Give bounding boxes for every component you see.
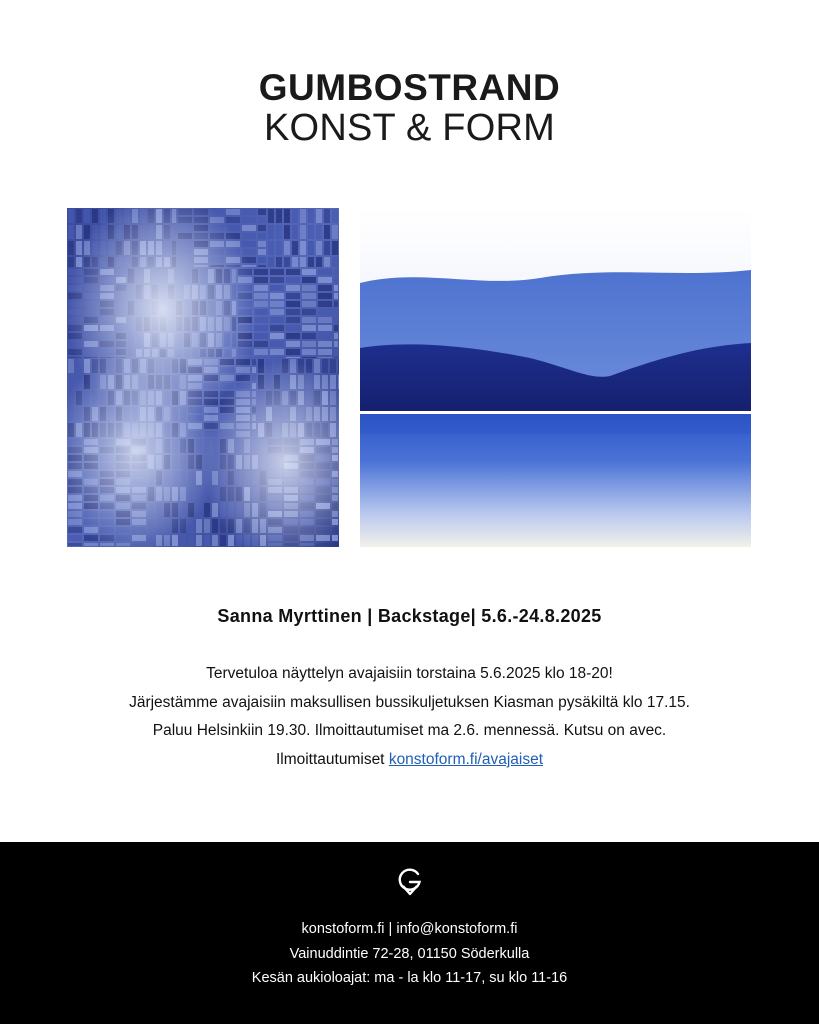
invitation-text (0, 660, 819, 774)
footer-contact: konstoform.fi | info@konstoform.fi (301, 921, 518, 937)
registration-prefix: Ilmoittautumiset (275, 750, 389, 768)
logo-line-gumbostrand: GUMBOSTRAND (258, 67, 561, 108)
exhibition-headline: Sanna Myrttinen | Backstage| 5.6.-24.8.2025 (217, 606, 602, 626)
logo-line-konst-form: KONST & FORM (264, 107, 555, 149)
woven-blue-pattern-artwork (67, 208, 339, 547)
footer-hours: Kesän aukioloajat: ma - la klo 11-17, su klo 11-16 (251, 970, 568, 986)
footer (0, 842, 819, 1024)
footer-address: Vainuddintie 72-28, 01150 Söderkulla (289, 945, 530, 962)
invitation-line: Paluu Helsinkiin 19.30. Ilmoittautumiset ma 2.6. mennessä. Kutsu on avec. (152, 722, 667, 739)
blue-watercolor-landscape-artwork (360, 208, 751, 547)
brand-logo (0, 68, 819, 148)
invitation-line: Järjestämme avajaisiin maksullisen bussikuljetuksen Kiasman pysäkiltä klo 17.15. (129, 693, 690, 711)
registration-link[interactable]: konstoform.fi/avajaiset (388, 750, 544, 768)
invitation-line: Tervetuloa näyttelyn avajaisiin torstaina 5.6.2025 klo 18-20! (206, 665, 613, 682)
registration-line (0, 746, 819, 775)
g-location-pin-logo-icon (396, 866, 424, 896)
